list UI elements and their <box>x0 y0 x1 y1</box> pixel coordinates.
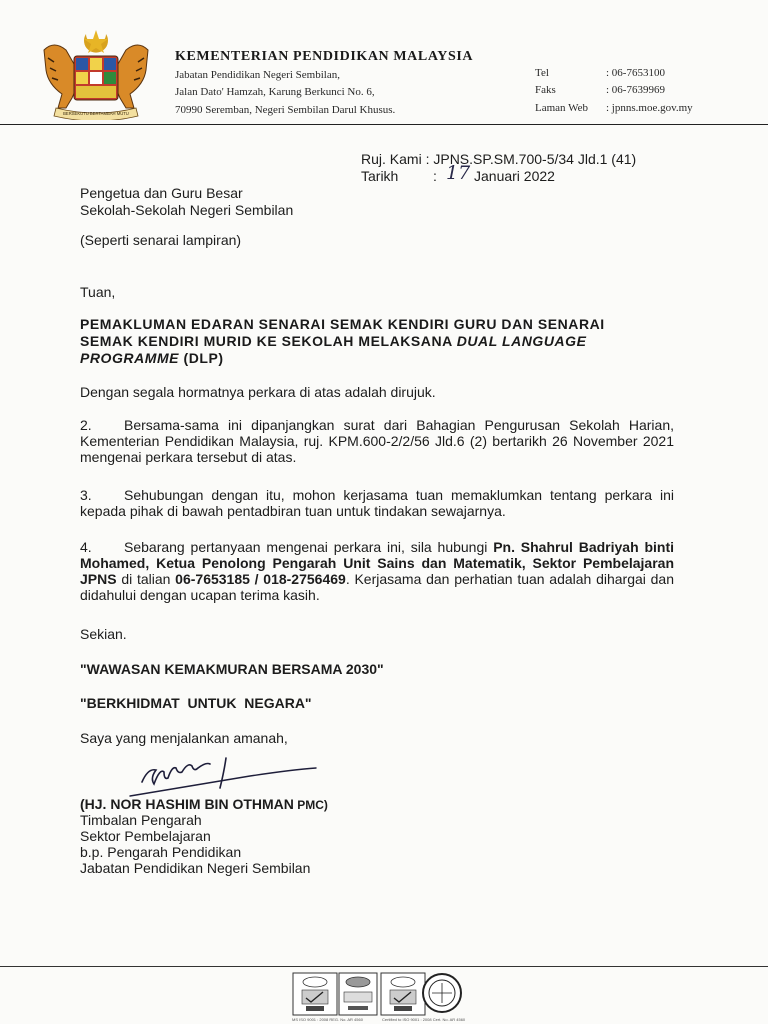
handwritten-signature <box>128 752 318 798</box>
signatory-honorific: PMC) <box>293 798 328 812</box>
subject-line-3 <box>80 350 224 366</box>
paragraph-4 <box>80 539 674 603</box>
letterhead-divider <box>0 124 768 125</box>
paragraph-3: Sehubungan dengan itu, mohon kerjasama tuan memaklumkan tentang perkara ini kepada pihak di bawah pentadbiran tuan untuk tindakan sewajarnya. <box>80 487 674 519</box>
paragraph-4-text-a: Sebarang pertanyaan mengenai perkara ini, sila hubungi <box>124 539 494 555</box>
web-label: Laman Web <box>535 102 588 114</box>
signatory-title-2: Sektor Pembelajaran <box>80 828 211 844</box>
right-tiger-icon <box>115 45 148 108</box>
slogan-wawasan: "WAWASAN KEMAKMURAN BERSAMA 2030" <box>80 661 384 677</box>
paragraph-4-text-c: . Kerjasama dan perhatian tuan adalah dihargai dan didahului dengan ucapan terima kasih. <box>80 571 674 603</box>
coat-of-arms-logo <box>38 28 154 120</box>
signatory-title-3: b.p. Pengarah Pendidikan <box>80 844 242 860</box>
reference-line <box>361 151 636 167</box>
fax-label: Faks <box>535 84 556 96</box>
dual-certification-badge-icon <box>338 972 378 1016</box>
signatory-title-1: Timbalan Pengarah <box>80 812 202 828</box>
contact-phone: 06-7653185 / 018-2756469 <box>175 571 346 587</box>
crest-motto-text: BERSEKUTU BERTAMBAH MUTU <box>63 111 129 116</box>
tel-label: Tel <box>535 67 549 79</box>
iqnet-badge-icon <box>420 972 464 1016</box>
subject-line-2 <box>80 333 587 349</box>
fax-value: : 06-7639969 <box>606 84 665 96</box>
subject-dlp-abbrev: (DLP) <box>179 350 224 366</box>
ruj-label: Ruj. Kami <box>361 151 422 167</box>
amanah-line: Saya yang menjalankan amanah, <box>80 730 288 746</box>
signatory-name-text: (HJ. NOR HASHIM BIN OTHMAN <box>80 796 294 812</box>
signatory-name <box>80 796 328 813</box>
paragraph-4-number: 4. <box>80 539 92 555</box>
recipient-line-3: (Seperti senarai lampiran) <box>80 232 242 248</box>
tarikh-line <box>361 168 398 184</box>
cert-caption-2: Certified to ISO 9001 : 2008 Cert. No. AR 4560 <box>382 1017 466 1022</box>
tarikh-month-year: Januari 2022 <box>474 168 555 184</box>
quality-system-badge-icon <box>292 972 338 1016</box>
signatory-title-4: Jabatan Pendidikan Negeri Sembilan <box>80 860 311 876</box>
subject-dlp-italic: DUAL LANGUAGE <box>456 333 587 349</box>
web-value: : jpnns.moe.gov.my <box>606 102 693 114</box>
sekian: Sekian. <box>80 626 127 642</box>
footer-divider <box>0 966 768 967</box>
paragraph-3-number: 3. <box>80 487 92 503</box>
address-line-2: Jalan Dato' Hamzah, Karung Berkunci No. 6, <box>175 86 375 98</box>
recipient-line-1: Pengetua dan Guru Besar <box>80 185 243 201</box>
paragraph-1: Dengan segala hormatnya perkara di atas adalah dirujuk. <box>80 384 436 400</box>
tel-value: : 06-7653100 <box>606 67 665 79</box>
left-tiger-icon <box>44 45 77 108</box>
recipient-line-2: Sekolah-Sekolah Negeri Sembilan <box>80 202 294 218</box>
tarikh-colon: : <box>433 168 437 184</box>
cert-caption-1: MS ISO 9001 : 2008 REG. No. AR 4560 <box>292 1017 363 1022</box>
subject-line-2-text: SEMAK KENDIRI MURID KE SEKOLAH MELAKSANA <box>80 333 457 349</box>
subject-line-1: PEMAKLUMAN EDARAN SENARAI SEMAK KENDIRI GURU DAN SENARAI <box>80 316 605 332</box>
paragraph-2: Bersama-sama ini dipanjangkan surat dari Bahagian Pengurusan Sekolah Harian, Kementerian Pendidikan Malaysia, ruj. KPM.600-2/2/56 Jld.6 (2) bertarikh 26 November 2021 mengenai perkara tersebut di atas. <box>80 417 674 465</box>
slogan-berkhidmat: "BERKHIDMAT UNTUK NEGARA" <box>80 695 312 711</box>
tarikh-day-handwritten: 17 <box>446 162 471 184</box>
tarikh-label: Tarikh <box>361 168 399 184</box>
ruj-value: : JPNS.SP.SM.700-5/34 Jld.1 (41) <box>425 151 637 167</box>
paragraph-2-number: 2. <box>80 417 92 433</box>
address-line-1: Jabatan Pendidikan Negeri Sembilan, <box>175 69 340 81</box>
subject-programme-italic: PROGRAMME <box>80 350 180 366</box>
ministry-name: KEMENTERIAN PENDIDIKAN MALAYSIA <box>175 49 474 64</box>
address-line-3: 70990 Seremban, Negeri Sembilan Darul Khusus. <box>175 104 396 116</box>
salutation: Tuan, <box>80 284 116 300</box>
contact-person: Pn. Shahrul Badriyah binti Mohamed, Ketua Penolong Pengarah Unit Sains dan Matematik, Sektor Pembelajaran JPNS <box>80 539 674 587</box>
paragraph-4-text-b: di talian <box>116 571 176 587</box>
